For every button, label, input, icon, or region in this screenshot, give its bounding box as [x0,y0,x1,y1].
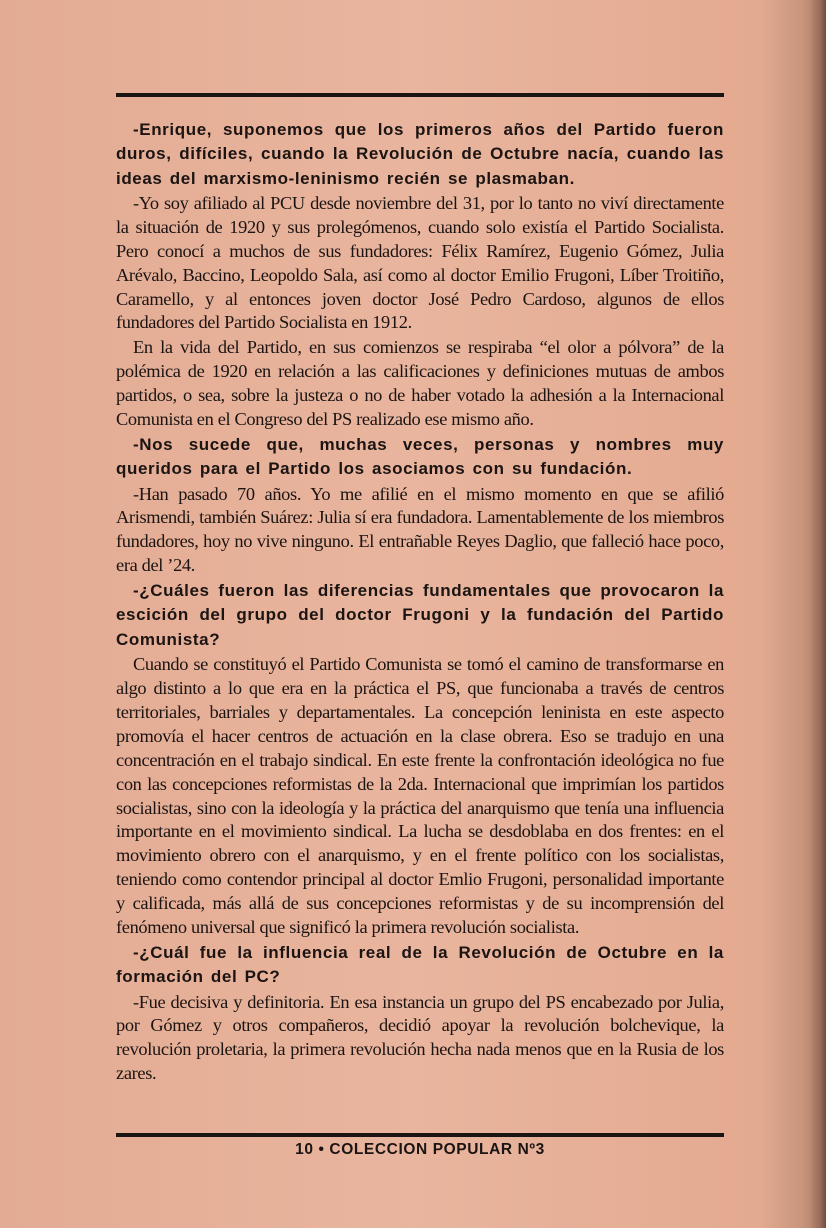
page-edge-shadow [810,0,826,1228]
top-rule [116,93,724,97]
article-body [116,118,724,1087]
question-paragraph: -Nos sucede que, muchas veces, personas y nombres muy queridos para el Partido los asociamos con su fundación. [116,434,724,479]
question-paragraph: -Enrique, suponemos que los primeros años del Partido fueron duros, difíciles, cuando la Revolución de Octubre nacía, cuando las ideas del marxismo-leninismo recién se plasmaban. [116,120,724,188]
answer-paragraph: Cuando se constituyó el Partido Comunista se tomó el camino de transformarse en algo distinto a lo que era en la práctica el PS, que funcionaba a través de centros territoriales, barriales y departamentales. La concepción leninista en este aspecto promovía el hacer centros de actuación en la clase obrera. Eso se tradujo en una concentración en el trabajo sindical. En este frente la confrontación ideológica no fue con las concepciones reformistas de la 2da. Internacional que imprimían los partidos socialistas, sino con la ideología y la práctica del anarquismo que tenía una influencia importante en el movimiento sindical. La lucha se desdoblaba en dos frentes: en el movimiento obrero con el anarquismo, y en el frente político con los socialistas, teniendo como contendor principal al doctor Emlio Frugoni, personalidad importante y calificada, más allá de sus concepciones reformistas y de su incomprensión del fenómeno universal que significó la primera revolución socialista. [116,654,724,938]
page-footer: 10 • COLECCION POPULAR Nº3 [295,1141,545,1158]
answer-paragraph: En la vida del Partido, en sus comienzos se respiraba “el olor a pólvora” de la polémica de 1920 en relación a las calificaciones y definiciones mutuas de ambos partidos, o sea, sobre la justeza o no de haber votado la adhesión a la Internacional Comunista en el Congreso del PS realizado ese mismo año. [116,337,724,430]
bottom-rule [116,1133,724,1137]
answer-paragraph: -Yo soy afiliado al PCU desde noviembre del 31, por lo tanto no viví directamente la situación de 1920 y sus prolegómenos, cuando solo existía el Partido Socialista. Pero conocí a muchos de sus fundadores: Félix Ramírez, Eugenio Gómez, Julia Arévalo, Baccino, Leopoldo Sala, así como al doctor Emilio Frugoni, Líber Troitiño, Caramello, y al entonces joven doctor José Pedro Cardoso, algunos de ellos fundadores del Partido Socialista en 1912. [116,192,724,333]
question-paragraph: -¿Cuál fue la influencia real de la Revolución de Octubre en la formación del PC? [116,942,724,987]
answer-paragraph: -Fue decisiva y definitoria. En esa instancia un grupo del PS encabezado por Julia, por Gómez y otros compañeros, decidió apoyar la revolución bolchevique, la revolución proletaria, la primera revolución hecha nada menos que en la Rusia de los zares. [116,991,724,1084]
answer-paragraph: -Han pasado 70 años. Yo me afilié en el mismo momento en que se afilió Arismendi, también Suárez: Julia sí era fundadora. Lamentablemente de los miembros fundadores, hoy no vive ninguno. El entrañable Reyes Daglio, que falleció hace poco, era del ’24. [116,483,724,576]
question-paragraph: -¿Cuáles fueron las diferencias fundamentales que provocaron la escición del grupo del doctor Frugoni y la fundación del Partido Comunista? [116,581,724,649]
